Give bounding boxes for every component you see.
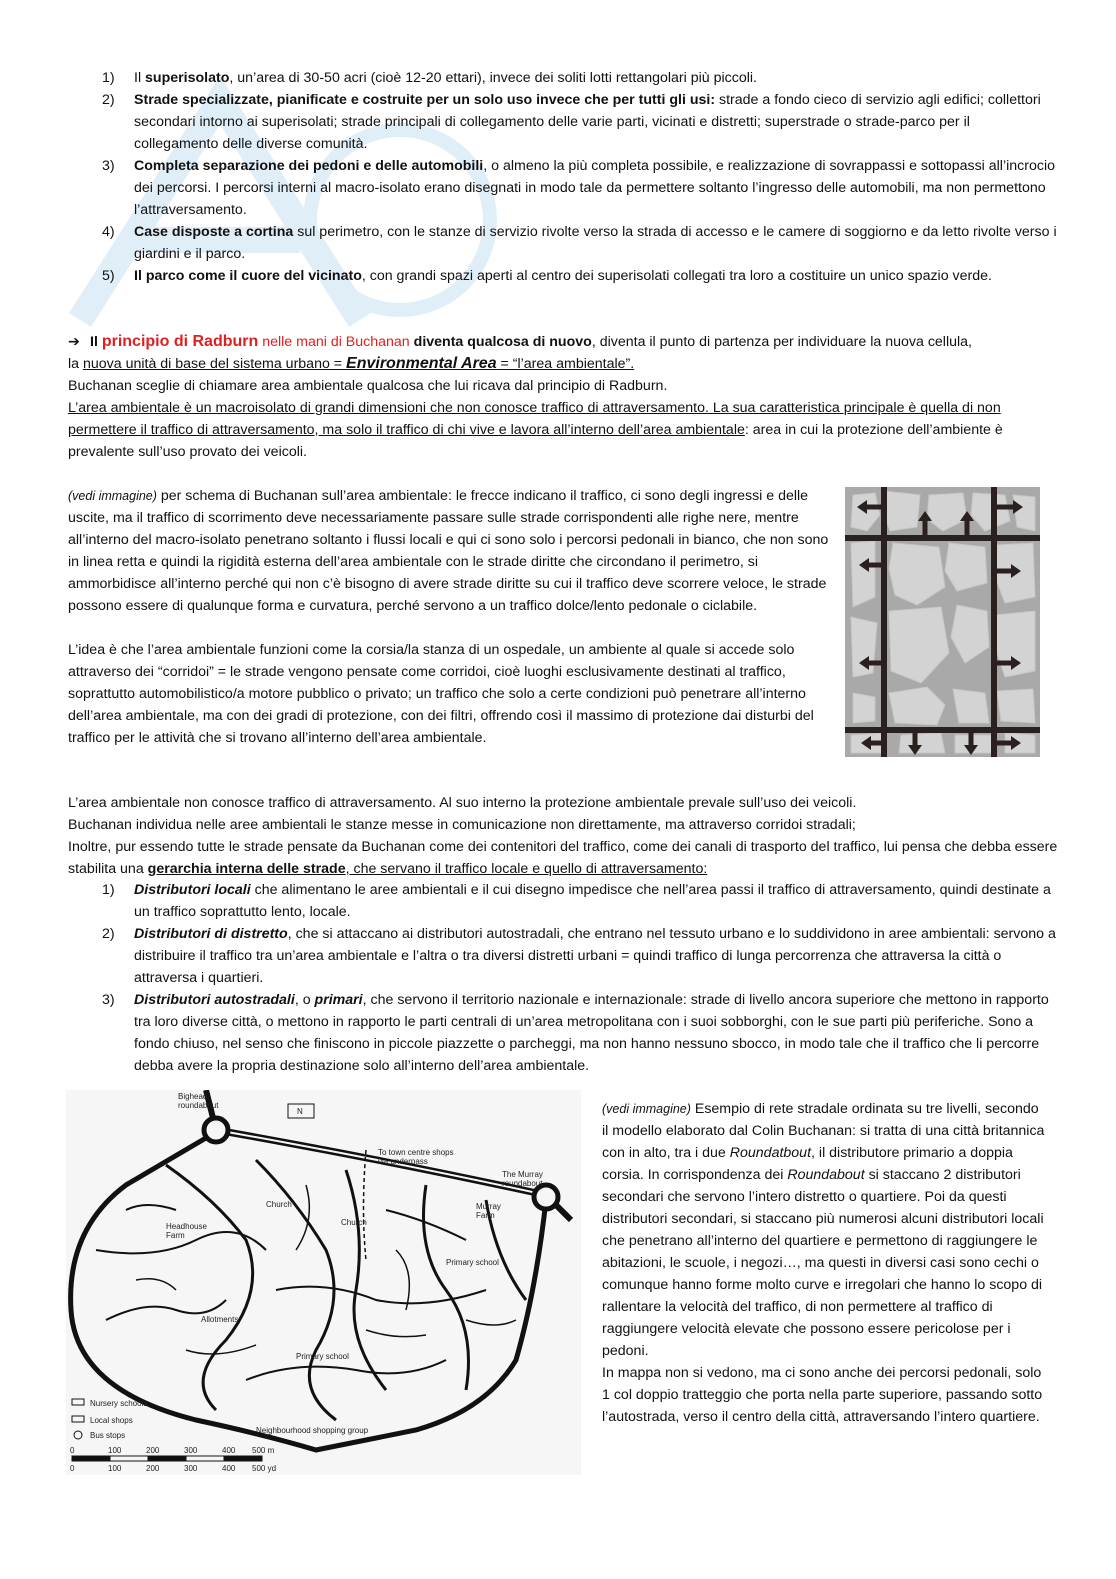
arrow-right-icon: ➔	[68, 334, 80, 350]
scale-tick: 0	[70, 1446, 75, 1455]
map-label-church: Church	[341, 1218, 367, 1227]
map-label-farm: Murray Farm	[476, 1202, 501, 1220]
list-item: 5) Il parco come il cuore del vicinato, con grandi spazi aperti al centro dei superisolati collegati tra loro a costituire un unico spazio verde.	[102, 268, 992, 284]
environmental-area-diagram	[845, 487, 1040, 757]
scale-tick: 300	[184, 1446, 198, 1455]
road-network-map	[66, 1090, 581, 1475]
hierarchy-paragraph: L’area ambientale non conosce traffico di attraversamento. Al suo interno la protezione ambientale prevale sull’uso dei veicoli. Buchanan individua nelle aree ambientali le stanze messe in comunicazione non direttamente, ma attraverso corridoi stradali; Inoltre, pur essendo tutte le strade pensate da Buchanan come dei contenitori del traffico, come dei canali di trasporto del traffico, lui pensa che debba essere stabilita una gerarchia interna delle strade, che servano il traffico locale e quello di attraversamento:	[68, 795, 1058, 877]
map-label-farm: Headhouse Farm	[166, 1222, 207, 1240]
map-label-allotments: Allotments	[201, 1315, 239, 1324]
list-item: 1) Il superisolato, un’area di 30-50 acri (cioè 12-20 ettari), invece dei soliti lotti rettangolari più piccoli.	[102, 70, 757, 86]
figure1-description: (vedi immagine) per schema di Buchanan sull’area ambientale: le frecce indicano il traffico, ci sono degli ingressi e delle uscite, ma il traffico di scorrimento deve necessariamente passare sulle strade corrispondenti alle righe nere, mentre all’interno del macro-isolato penetrano soltanto i flussi locali e qui ci sono solo i percorsi pedonali in bianco, che non sono in linea retta e quindi la rigidità esterna dell’area ambientale con le strade diritte che circondano il perimetro, si ammorbidisce all’interno perché qui non c’è bisogno di avere strade diritte su cui il traffico deve scorrere veloce, le strade possono essere di qualunque forma e curvatura, perché servono a un traffico dolce/lento pedonale o ciclabile. L’idea è che l’area ambientale funzioni come la corsia/la stanza di un ospedale, un ambiente al quale si accede solo attraverso dei “corridoi” = le strade vengono pensate come corridoi, cioè luoghi esclusivamente destinati al traffico, soprattutto automobilistico/a motore pubblico o privato; un traffico che solo a certe condizioni può penetrare all’interno dell’area ambientale, ma con dei gradi di protezione, con dei filtri, offrendo così il massimo di protezione dai disturbi del traffico per le attività che si trovano all’interno dell’area ambientale.	[68, 488, 829, 746]
list-item: 1) Distributori locali che alimentano le aree ambientali e il cui disegno impedisce che nell’area passi il traffico di attraversamento, quindi destinate a un traffico soprattutto lento, locale.	[102, 882, 1051, 920]
legend-item: Local shops	[90, 1416, 133, 1425]
legend-item: Nursery schools	[90, 1399, 148, 1408]
scale-tick: 500 m	[252, 1446, 275, 1455]
scale-tick: 300	[184, 1464, 198, 1473]
list-item: 2) Strade specializzate, pianificate e costruite per un solo uso invece che per tutti gli usi: strade a fondo cieco di servizio agli edifici; collettori secondari intorno ai superisolati; strade principali di collegamento delle varie parti, vicinati e distretti; superstrade o strade-parco per il collegamento delle diverse comunità.	[102, 92, 1041, 152]
scale-tick: 200	[146, 1446, 160, 1455]
scale-tick: 0	[70, 1464, 75, 1473]
north-icon: N	[297, 1107, 303, 1116]
map-label-church: Church	[266, 1200, 292, 1209]
radburn-principles-list	[68, 67, 1058, 287]
scale-tick: 200	[146, 1464, 160, 1473]
map-label-bighead: Bighead roundabout	[178, 1092, 219, 1110]
figure2-description: (vedi immagine) Esempio di rete stradale ordinata su tre livelli, secondo il modello elaborato dal Colin Buchanan: si tratta di una città britannica con in alto, tra i due Roundatbout, il distributore primario a doppia corsia. In corrispondenza dei Roundabout si staccano 2 distributori secondari che servono l’intero distretto o quartiere. Poi da questi distributori secondari, si staccano più numerosi alcuni distributori locali che penetrano all’interno del quartiere e permettono di raggiungere le abitazioni, le scuole, i negozi…, ma questi in diversi casi sono cechi o comunque hanno forme molto curve e irregolari che hanno lo scopo di rallentare la velocità del traffico, di non permettere al traffico di raggiungere velocità elevate che possono essere pericolose per i pedoni. In mappa non si vedono, ma ci sono anche dei percorsi pedonali, solo 1 col doppio tratteggio che porta nella parte superiore, passando sotto l’autostrada, verso il centro della città, attraversando l’intero quartiere.	[602, 1101, 1045, 1425]
scale-tick: 100	[108, 1464, 122, 1473]
map-label-town: To town centre shops via underpass	[378, 1148, 454, 1166]
list-item: 3) Distributori autostradali, o primari, che servono il territorio nazionale e internazionale: strade di livello ancora superiore che mettono in rapporto tra loro diverse città, o mettono in rapporto le parti centrali di un’area metropolitana con i suoi sobborghi, con le sue parti più periferiche. Sono a fondo chiuso, nel senso che finiscono in piccole piazzette o parcheggi, ma non hanno nessuno sbocco, in modo tale che il traffico che li percorre debba avere la propria destinazione solo all’interno dell’area ambientale.	[102, 992, 1049, 1074]
map-label-school: Primary school	[296, 1352, 349, 1361]
scale-tick: 400	[222, 1464, 236, 1473]
environmental-area-paragraph: ➔ Il principio di Radburn nelle mani di Buchanan diventa qualcosa di nuovo, diventa il punto di partenza per individuare la nuova cellula, la nuova unità di base del sistema urbano = Environmental Area = “l’area ambientale”. Buchanan sceglie di chiamare area ambientale qualcosa che lui ricava dal principio di Radburn. L’area ambientale è un macroisolato di grandi dimensioni che non conosce traffico di attraversamento. La sua caratteristica principale è quella di non permettere il traffico di attraversamento, ma solo il traffico di chi vive e lavora all’interno dell’area ambientale: area in cui la protezione dell’ambiente è prevalente sull’uso provato dei veicoli.	[68, 333, 1003, 460]
list-item: 4) Case disposte a cortina sul perimetro, con le stanze di servizio rivolte verso la strada di accesso e le camere di soggiorno e da letto rivolte verso i giardini e il parco.	[102, 224, 1057, 262]
legend-item: Bus stops	[90, 1431, 126, 1440]
map-label-school: Primary school	[446, 1258, 499, 1267]
map-label-shopping: Neighbourhood shopping group	[256, 1426, 369, 1435]
scale-tick: 400	[222, 1446, 236, 1455]
list-item: 3) Completa separazione dei pedoni e delle automobili, o almeno la più completa possibile, e realizzazione di sovrappassi e sottopassi all’incrocio dei percorsi. I percorsi interni al macro-isolato erano disegnati in modo tale da permettere soltanto l’ingresso delle automobili, ma non permettono l’attraversamento.	[102, 158, 1055, 218]
road-network-drawing	[66, 1090, 581, 1475]
list-item: 2) Distributori di distretto, che si attaccano ai distributori autostradali, che entrano nel tessuto urbano e lo suddividono in aree ambientali: servono a distribuire il traffico tra un’area ambientale e l’altra o tra diversi distretti urbani = quindi traffico di lunga percorrenza che attraversa la città o attraversa i quartieri.	[102, 926, 1056, 986]
scale-tick: 100	[108, 1446, 122, 1455]
map-label-murray: The Murray roundabout	[502, 1170, 543, 1188]
road-hierarchy-list	[68, 879, 1058, 1077]
scale-tick: 500 yd	[252, 1464, 277, 1473]
